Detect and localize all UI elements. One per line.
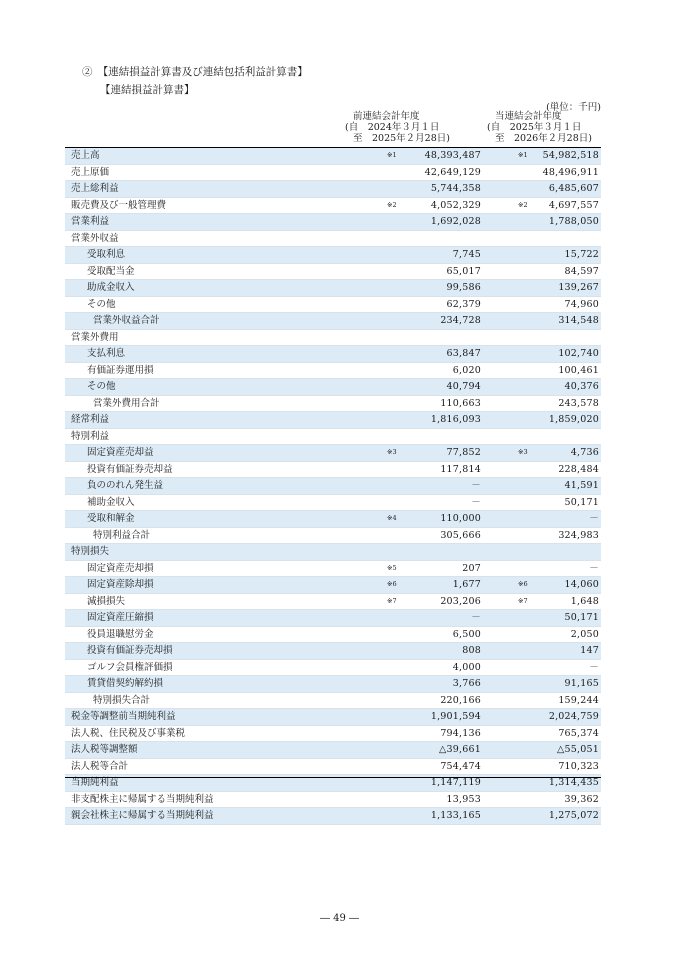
table-row: [65, 693, 601, 710]
cell-prev: [343, 313, 481, 329]
row-label: 営業外収益: [71, 232, 119, 244]
amount-value: △39,661: [439, 744, 481, 755]
table-row: [65, 462, 601, 479]
amount-value: 5,744,358: [430, 183, 481, 194]
table-row: [65, 478, 601, 495]
amount-value: 234,728: [440, 315, 481, 326]
amount-value: 14,060: [564, 579, 599, 590]
note-marker: ※1: [518, 151, 528, 159]
amount-value: 139,267: [558, 282, 599, 293]
cell-curr: [490, 297, 599, 313]
table-row: [65, 445, 601, 462]
row-label: 固定資産圧縮損: [87, 612, 154, 623]
cell-curr: [490, 181, 599, 197]
cell-prev: [343, 808, 481, 824]
note-marker: ※6: [518, 580, 528, 588]
amount-value: △55,051: [557, 744, 599, 755]
amount-value: 305,666: [440, 529, 481, 541]
cell-curr: [490, 660, 599, 676]
row-label: 投資有価証券売却益: [87, 463, 173, 475]
cell-curr: [490, 627, 599, 643]
amount-value: －: [471, 480, 481, 491]
amount-value: 65,017: [446, 265, 481, 277]
note-marker: ※7: [387, 596, 397, 605]
row-label: 補助金収入: [87, 496, 135, 508]
note-marker: ※3: [518, 448, 528, 456]
amount-value: 15,722: [564, 249, 599, 260]
amount-value: 3,766: [452, 678, 481, 689]
amount-value: 110,000: [440, 513, 481, 524]
column-header-curr-title: 当連結会計年度: [495, 111, 562, 122]
amount-value: 6,485,607: [548, 183, 599, 194]
cell-prev: [343, 231, 481, 247]
table-row: [65, 495, 601, 512]
amount-value: 40,376: [564, 381, 599, 392]
row-label: 親会社株主に帰属する当期純利益: [71, 810, 214, 821]
cell-prev: [343, 759, 481, 775]
row-label: 投資有価証券売却損: [87, 645, 173, 656]
row-label: 特別損失: [71, 546, 110, 557]
cell-prev: [343, 627, 481, 643]
amount-value: 4,000: [452, 661, 481, 673]
cell-prev: [343, 264, 481, 280]
amount-value: 314,548: [558, 315, 599, 326]
cell-curr: [490, 214, 599, 230]
row-label: 賃貸借契約解約損: [87, 678, 164, 689]
cell-curr: [490, 280, 599, 296]
row-label: 営業外費用合計: [93, 397, 160, 409]
amount-value: 102,740: [558, 348, 599, 359]
column-header-prev-from: (自 2024年３月１日: [345, 122, 440, 133]
row-label: 支払利息: [87, 348, 126, 359]
table-row: [65, 742, 601, 759]
row-label: 助成金収入: [87, 282, 135, 293]
column-header-prev-to: 至 2025年２月28日): [353, 133, 450, 144]
cell-prev: [343, 379, 481, 395]
note-marker: ※4: [387, 514, 397, 522]
cell-curr: [490, 544, 599, 560]
table-row: [65, 429, 601, 446]
amount-value: 228,484: [558, 463, 599, 475]
cell-prev: [343, 643, 481, 659]
cell-prev: [343, 330, 481, 346]
income-statement-table: [65, 148, 601, 825]
amount-value: 147: [580, 645, 599, 656]
amount-value: 74,960: [564, 298, 599, 310]
table-row: [65, 759, 601, 776]
table-row: [65, 726, 601, 743]
table-row: [65, 396, 601, 413]
table-row: [65, 627, 601, 644]
cell-curr: [490, 511, 599, 527]
table-row: [65, 660, 601, 677]
cell-prev: [343, 709, 481, 725]
amount-value: 1,677: [452, 579, 481, 590]
cell-prev: [343, 181, 481, 197]
cell-prev: [343, 726, 481, 742]
note-marker: ※5: [387, 563, 397, 572]
cell-prev: [343, 544, 481, 560]
row-label: 受取和解金: [87, 513, 135, 524]
amount-value: 50,171: [564, 496, 599, 508]
row-label: 法人税等合計: [71, 760, 129, 772]
row-label: 売上原価: [71, 166, 110, 178]
cell-curr: [490, 577, 599, 593]
row-label: 営業外費用: [71, 331, 119, 343]
cell-curr: [490, 264, 599, 280]
note-marker: ※3: [387, 448, 397, 456]
amount-value: 99,586: [446, 282, 481, 293]
table-row: [65, 808, 601, 825]
table-row: [65, 363, 601, 380]
cell-curr: [490, 462, 599, 478]
amount-value: 1,901,594: [430, 711, 481, 722]
amount-value: 1,133,165: [430, 810, 481, 821]
cell-prev: [343, 660, 481, 676]
amount-value: 117,814: [440, 463, 481, 475]
column-header-prev-title: 前連結会計年度: [353, 111, 420, 122]
cell-prev: [343, 577, 481, 593]
column-header-prev: [345, 111, 485, 144]
row-label: 固定資産売却益: [87, 447, 154, 458]
table-row: [65, 594, 601, 611]
row-label: 法人税等調整額: [71, 744, 138, 755]
row-label: その他: [87, 298, 116, 310]
cell-prev: [343, 528, 481, 544]
cell-curr: [490, 610, 599, 626]
amount-value: －: [589, 562, 599, 574]
cell-curr: [490, 247, 599, 263]
cell-curr: [490, 429, 599, 445]
cell-curr: [490, 693, 599, 709]
cell-prev: [343, 429, 481, 445]
cell-curr: [490, 445, 599, 461]
row-label: 特別利益合計: [93, 529, 151, 541]
note-marker: ※6: [387, 580, 397, 588]
column-header-curr-from: (自 2025年３月１日: [487, 122, 582, 133]
table-row: [65, 528, 601, 545]
cell-curr: [490, 148, 599, 164]
cell-curr: [490, 792, 599, 808]
table-row: [65, 577, 601, 594]
page-number: ― 49 ―: [319, 913, 360, 924]
cell-curr: [490, 676, 599, 692]
amount-value: 1,692,028: [430, 216, 481, 227]
cell-prev: [343, 297, 481, 313]
cell-prev: [343, 280, 481, 296]
table-row: [65, 181, 601, 198]
cell-prev: [343, 792, 481, 808]
amount-value: 1,648: [570, 595, 599, 607]
table-row: [65, 643, 601, 660]
table-row: [65, 247, 601, 264]
cell-curr: [490, 478, 599, 494]
cell-curr: [490, 643, 599, 659]
cell-curr: [490, 742, 599, 758]
cell-prev: [343, 445, 481, 461]
amount-value: 754,474: [440, 760, 481, 772]
unit-label: (単位：千円): [546, 102, 601, 113]
amount-value: 63,847: [446, 348, 481, 359]
cell-prev: [343, 478, 481, 494]
amount-value: 6,500: [452, 628, 481, 640]
cell-curr: [490, 231, 599, 247]
table-row: [65, 544, 601, 561]
table-row: [65, 610, 601, 627]
cell-prev: [343, 214, 481, 230]
table-row: [65, 231, 601, 248]
cell-curr: [490, 379, 599, 395]
cell-curr: [490, 759, 599, 775]
cell-prev: [343, 247, 481, 263]
amount-value: －: [471, 612, 481, 623]
note-marker: ※7: [518, 596, 528, 605]
cell-prev: [343, 610, 481, 626]
row-label: 特別損失合計: [93, 694, 151, 706]
note-marker: ※2: [518, 200, 528, 209]
cell-curr: [490, 330, 599, 346]
statement-title: 【連結損益計算書】: [100, 84, 195, 96]
amount-value: 243,578: [558, 397, 599, 409]
row-label: 減損損失: [87, 595, 126, 607]
row-label: 受取配当金: [87, 265, 135, 277]
amount-value: 2,024,759: [548, 711, 599, 722]
row-label: 役員退職慰労金: [87, 628, 154, 640]
row-label: 税金等調整前当期純利益: [71, 711, 176, 722]
amount-value: 77,852: [446, 447, 481, 458]
cell-prev: [343, 676, 481, 692]
amount-value: 220,166: [440, 694, 481, 706]
row-label: その他: [87, 381, 116, 392]
amount-value: 794,136: [440, 727, 481, 739]
amount-value: 6,020: [452, 364, 481, 376]
row-label: 非支配株主に帰属する当期純利益: [71, 793, 214, 805]
row-label: 固定資産除却損: [87, 579, 154, 590]
cell-prev: [343, 594, 481, 610]
table-row: [65, 792, 601, 809]
cell-prev: [343, 346, 481, 362]
column-header-curr-to: 至 2026年２月28日): [495, 133, 592, 144]
amount-value: 1,816,093: [430, 414, 481, 425]
row-label: 売上総利益: [71, 183, 119, 194]
amount-value: 324,983: [558, 529, 599, 541]
row-label: 受取利息: [87, 249, 126, 260]
amount-value: 100,461: [558, 364, 599, 376]
row-label: 売上高: [71, 150, 100, 161]
amount-value: 41,591: [564, 480, 599, 491]
section-heading: ② 【連結損益計算書及び連結包括利益計算書】: [82, 66, 308, 78]
amount-value: 4,052,329: [430, 199, 481, 211]
amount-value: －: [589, 661, 599, 673]
amount-value: 54,982,518: [542, 150, 599, 161]
row-label: 営業利益: [71, 216, 110, 227]
cell-curr: [490, 594, 599, 610]
amount-value: 40,794: [446, 381, 481, 392]
row-label: 特別利益: [71, 430, 110, 442]
amount-value: 48,496,911: [542, 166, 599, 178]
amount-value: －: [471, 496, 481, 508]
cell-curr: [490, 198, 599, 214]
row-label: 経常利益: [71, 414, 110, 425]
amount-value: 4,697,557: [548, 199, 599, 211]
row-label: ゴルフ会員権評価損: [87, 661, 173, 673]
cell-prev: [343, 462, 481, 478]
table-bottom-rule: [65, 777, 601, 778]
cell-prev: [343, 561, 481, 577]
amount-value: 42,649,129: [424, 166, 481, 178]
amount-value: 1,275,072: [548, 810, 599, 821]
amount-value: 84,597: [564, 265, 599, 277]
cell-curr: [490, 313, 599, 329]
note-marker: ※1: [387, 151, 397, 159]
row-label: 負ののれん発生益: [87, 480, 164, 491]
amount-value: 1,147,119: [430, 777, 481, 788]
table-row: [65, 379, 601, 396]
amount-value: 2,050: [570, 628, 599, 640]
table-row: [65, 313, 601, 330]
cell-curr: [490, 495, 599, 511]
cell-prev: [343, 742, 481, 758]
amount-value: 765,374: [558, 727, 599, 739]
amount-value: 4,736: [570, 447, 599, 458]
amount-value: －: [589, 513, 599, 524]
amount-value: 1,788,050: [548, 216, 599, 227]
amount-value: 48,393,487: [424, 150, 481, 161]
cell-prev: [343, 511, 481, 527]
table-row: [65, 297, 601, 314]
column-header-curr: [487, 111, 627, 144]
table-row: [65, 346, 601, 363]
cell-prev: [343, 363, 481, 379]
note-marker: ※2: [387, 200, 397, 209]
table-row: [65, 214, 601, 231]
table-row: [65, 561, 601, 578]
amount-value: 159,244: [558, 694, 599, 706]
cell-curr: [490, 561, 599, 577]
cell-prev: [343, 165, 481, 181]
row-label: 有価証券運用損: [87, 364, 154, 376]
amount-value: 39,362: [564, 793, 599, 805]
amount-value: 50,171: [564, 612, 599, 623]
cell-prev: [343, 396, 481, 412]
table-row: [65, 280, 601, 297]
amount-value: 710,323: [558, 760, 599, 772]
cell-curr: [490, 726, 599, 742]
table-row: [65, 511, 601, 528]
amount-value: 110,663: [440, 397, 481, 409]
amount-value: 1,314,435: [548, 777, 599, 788]
table-row: [65, 412, 601, 429]
amount-value: 7,745: [452, 249, 481, 260]
cell-curr: [490, 396, 599, 412]
cell-curr: [490, 709, 599, 725]
amount-value: 13,953: [446, 793, 481, 805]
table-row: [65, 709, 601, 726]
amount-value: 203,206: [440, 595, 481, 607]
table-row: [65, 148, 601, 165]
amount-value: 808: [462, 645, 481, 656]
row-label: 営業外収益合計: [93, 315, 160, 326]
row-label: 法人税、住民税及び事業税: [71, 727, 186, 739]
cell-curr: [490, 808, 599, 824]
amount-value: 91,165: [564, 678, 599, 689]
table-row: [65, 165, 601, 182]
table-row: [65, 198, 601, 215]
cell-curr: [490, 363, 599, 379]
cell-curr: [490, 412, 599, 428]
cell-prev: [343, 148, 481, 164]
row-label: 販売費及び一般管理費: [71, 199, 167, 211]
cell-prev: [343, 412, 481, 428]
row-label: 当期純利益: [71, 777, 119, 788]
cell-curr: [490, 165, 599, 181]
cell-prev: [343, 693, 481, 709]
cell-prev: [343, 495, 481, 511]
row-label: 固定資産売却損: [87, 562, 154, 574]
cell-curr: [490, 528, 599, 544]
cell-curr: [490, 346, 599, 362]
amount-value: 207: [462, 562, 481, 574]
table-row: [65, 330, 601, 347]
table-row: [65, 264, 601, 281]
table-row: [65, 676, 601, 693]
amount-value: 62,379: [446, 298, 481, 310]
cell-prev: [343, 198, 481, 214]
amount-value: 1,859,020: [548, 414, 599, 425]
